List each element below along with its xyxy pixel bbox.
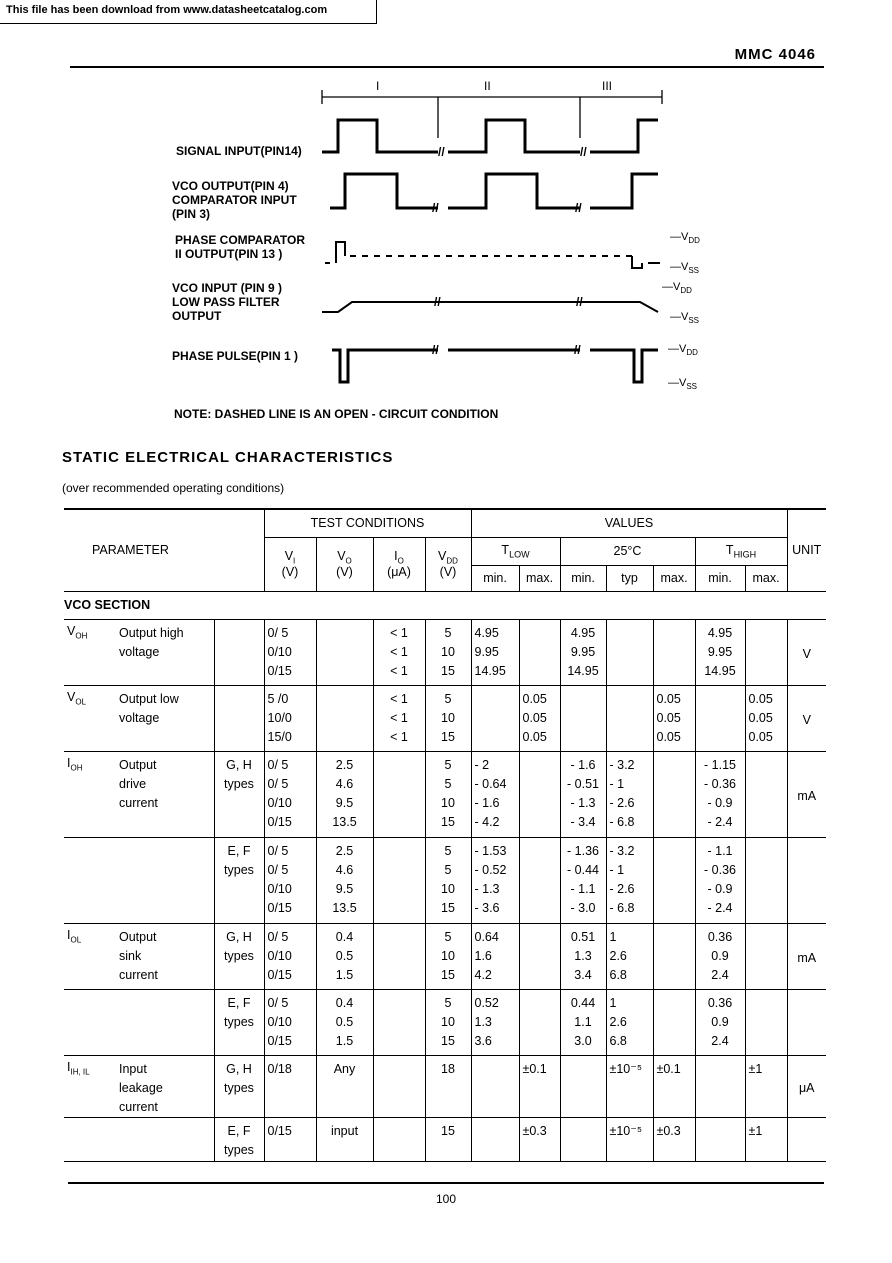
cell-vo-value: input — [330, 1123, 359, 1138]
head-tlow-min: min. — [471, 565, 519, 591]
cell-vdd-value: 5 10 15 — [441, 691, 455, 744]
cell-io — [373, 1055, 425, 1117]
svg-text://: // — [580, 145, 587, 159]
cell-vi — [264, 923, 316, 989]
cell-lmin-value: - 1.53 - 0.52 - 1.3 - 3.6 — [474, 843, 507, 915]
cell-vi-value: 0/ 5 0/ 5 0/10 0/15 — [267, 843, 292, 915]
cell-rmax — [653, 1055, 695, 1117]
cell-unit-value: mA — [797, 788, 817, 803]
cell-vi — [264, 751, 316, 837]
cell-rmin — [560, 837, 606, 923]
table-row — [64, 837, 826, 923]
cell-unit — [787, 989, 826, 1055]
cell-unit — [787, 619, 826, 685]
cell-rtyp-value: - 3.2 - 1 - 2.6 - 6.8 — [609, 843, 635, 915]
vco-section-label: VCO SECTION — [64, 598, 151, 612]
cell-lmax — [519, 923, 560, 989]
cell-io — [373, 751, 425, 837]
cell-io-value: < 1 < 1 < 1 — [390, 691, 408, 744]
svg-text://: // — [576, 295, 583, 309]
cell-hmax — [745, 1055, 787, 1117]
svg-text://: // — [438, 145, 445, 159]
cell-rmin-value: 4.95 9.95 14.95 — [567, 625, 599, 678]
cell-rtyp — [606, 1055, 653, 1117]
table-row — [64, 685, 826, 751]
cell-rmin-value: 0.44 1.1 3.0 — [570, 995, 596, 1048]
cell-vdd — [425, 923, 471, 989]
section-title: STATIC ELECTRICAL CHARACTERISTICS — [62, 449, 394, 466]
cell-parameter-text: Output sink current — [119, 929, 158, 982]
cell-lmin-value: 4.95 9.95 14.95 — [474, 625, 506, 678]
svg-text://: // — [432, 343, 439, 357]
cell-rmax — [653, 837, 695, 923]
cell-rmin — [560, 1117, 606, 1161]
footer-rule — [68, 1182, 824, 1184]
cell-lmax — [519, 989, 560, 1055]
table-row — [64, 923, 826, 989]
phase-label-1: I — [376, 79, 380, 93]
cell-lmax-value: ±0.3 — [522, 1123, 547, 1138]
cell-hmin — [695, 1055, 745, 1117]
cell-rtyp — [606, 685, 653, 751]
head-thigh-min: min. — [695, 565, 745, 591]
table-row — [64, 1117, 826, 1161]
cell-parameter-text: Input leakage current — [119, 1061, 163, 1114]
cell-vi — [264, 685, 316, 751]
cell-parameter — [64, 989, 214, 1055]
table-row — [64, 619, 826, 685]
cell-rmin — [560, 751, 606, 837]
cell-vo-value: 2.5 4.6 9.5 13.5 — [332, 843, 357, 915]
cell-lmax — [519, 1117, 560, 1161]
cell-vo — [316, 837, 373, 923]
head-values: VALUES — [471, 509, 787, 537]
cell-vdd-value: 5 10 15 — [441, 625, 455, 678]
cell-unit — [787, 923, 826, 989]
cell-io — [373, 619, 425, 685]
cell-vo-value: 0.4 0.5 1.5 — [335, 995, 354, 1048]
cell-hmax — [745, 837, 787, 923]
cell-vdd — [425, 685, 471, 751]
cell-vi-value: 0/ 5 0/ 5 0/10 0/15 — [267, 757, 292, 829]
cell-hmin — [695, 923, 745, 989]
cell-lmin — [471, 751, 519, 837]
cell-type — [214, 837, 264, 923]
cell-lmax-value: 0.05 0.05 0.05 — [522, 691, 547, 744]
table-body — [64, 619, 826, 1161]
cell-vdd — [425, 989, 471, 1055]
cell-hmax — [745, 989, 787, 1055]
cell-symbol: $V_{OH}$ — [67, 623, 88, 640]
cell-io — [373, 685, 425, 751]
cell-vdd-value: 5 10 15 — [441, 995, 455, 1048]
cell-parameter-text: Output drive current — [119, 757, 158, 810]
label-phase-comp-1: PHASE COMPARATOR — [175, 233, 306, 247]
cell-rtyp — [606, 751, 653, 837]
svg-text://: // — [574, 343, 581, 357]
cell-type-value: E, F types — [224, 1123, 254, 1157]
cell-vdd-value: 15 — [441, 1123, 455, 1138]
cell-parameter — [64, 751, 214, 837]
section-subtitle: (over recommended operating conditions) — [62, 481, 285, 495]
rail-vdd-3: $—V_{DD}$ — [668, 343, 698, 357]
cell-unit — [787, 685, 826, 751]
cell-rmin-value: - 1.6 - 0.51 - 1.3 - 3.4 — [567, 757, 599, 829]
cell-vdd-value: 18 — [441, 1061, 455, 1076]
cell-vi-value: 0/15 — [267, 1123, 292, 1138]
cell-vdd — [425, 1055, 471, 1117]
cell-hmax — [745, 619, 787, 685]
cell-rtyp — [606, 923, 653, 989]
label-vco-input-1: VCO INPUT (PIN 9 ) — [172, 281, 283, 295]
cell-unit-value: mA — [797, 950, 817, 965]
cell-lmin — [471, 685, 519, 751]
cell-vi-value: 0/18 — [267, 1061, 292, 1076]
cell-unit — [787, 751, 826, 837]
cell-rtyp — [606, 619, 653, 685]
cell-lmin — [471, 837, 519, 923]
cell-type — [214, 1117, 264, 1161]
svg-text://: // — [434, 295, 441, 309]
cell-symbol: $I_{IH, IL}$ — [67, 1059, 90, 1076]
cell-parameter — [64, 1117, 214, 1161]
cell-lmin-value: 0.64 1.6 4.2 — [474, 929, 499, 982]
cell-parameter — [64, 923, 214, 989]
cell-unit — [787, 1055, 826, 1117]
cell-lmin — [471, 989, 519, 1055]
cell-hmin-value: - 1.15 - 0.36 - 0.9 - 2.4 — [704, 757, 736, 829]
cell-parameter — [64, 1055, 214, 1117]
head-io: $I_O$ (μA) — [373, 537, 425, 591]
label-vco-output-2: COMPARATOR INPUT — [172, 193, 297, 207]
cell-vo-value: Any — [333, 1061, 356, 1076]
cell-vo — [316, 619, 373, 685]
cell-parameter-text: Output low voltage — [119, 691, 179, 725]
cell-rmin — [560, 923, 606, 989]
cell-type — [214, 1055, 264, 1117]
cell-vo — [316, 1055, 373, 1117]
cell-rmax — [653, 1117, 695, 1161]
label-vco-input-2: LOW PASS FILTER — [172, 295, 280, 309]
cell-hmax-value: ±1 — [748, 1123, 763, 1138]
head-25-max: max. — [653, 565, 695, 591]
cell-rtyp-value: - 3.2 - 1 - 2.6 - 6.8 — [609, 757, 635, 829]
cell-unit-value: μA — [798, 1080, 815, 1095]
cell-io — [373, 923, 425, 989]
cell-parameter — [64, 837, 214, 923]
cell-rmin — [560, 1055, 606, 1117]
cell-type-value: E, F types — [224, 995, 254, 1029]
cell-unit — [787, 837, 826, 923]
cell-vdd — [425, 837, 471, 923]
page-number: 100 — [435, 1192, 457, 1206]
cell-lmax — [519, 837, 560, 923]
head-tlow-max: max. — [519, 565, 560, 591]
cell-vdd-value: 5 5 10 15 — [441, 757, 455, 829]
cell-vo — [316, 685, 373, 751]
cell-vi — [264, 619, 316, 685]
label-vco-output-3: (PIN 3) — [172, 207, 211, 221]
cell-rtyp-value: ±10⁻⁵ — [609, 1123, 643, 1138]
label-vco-input-3: OUTPUT — [172, 309, 222, 323]
cell-hmax-value: 0.05 0.05 0.05 — [748, 691, 773, 744]
cell-type — [214, 923, 264, 989]
cell-vdd — [425, 619, 471, 685]
cell-lmax — [519, 685, 560, 751]
label-phase-pulse: PHASE PULSE(PIN 1 ) — [172, 349, 299, 363]
cell-hmin — [695, 619, 745, 685]
cell-rmax — [653, 989, 695, 1055]
cell-type — [214, 619, 264, 685]
cell-vo-value: 2.5 4.6 9.5 13.5 — [332, 757, 357, 829]
cell-vi-value: 0/ 5 0/10 0/15 — [267, 625, 292, 678]
head-25-min: min. — [560, 565, 606, 591]
cell-vo — [316, 989, 373, 1055]
cell-rmax — [653, 751, 695, 837]
cell-vdd-value: 5 5 10 15 — [441, 843, 455, 915]
cell-rmin — [560, 619, 606, 685]
cell-hmax-value: ±1 — [748, 1061, 763, 1076]
cell-rmax — [653, 685, 695, 751]
cell-vi — [264, 1117, 316, 1161]
cell-vo — [316, 751, 373, 837]
cell-lmin — [471, 619, 519, 685]
head-25-typ: typ — [606, 565, 653, 591]
rail-vdd-1: $—V_{DD}$ — [670, 231, 700, 245]
cell-symbol: $I_{OL}$ — [67, 927, 82, 944]
cell-rmin — [560, 989, 606, 1055]
cell-type-value: G, H types — [224, 757, 254, 791]
rail-vss-1: $—V_{SS}$ — [670, 261, 700, 275]
cell-vi — [264, 837, 316, 923]
phase-label-2: II — [484, 79, 491, 93]
cell-unit-value: V — [802, 712, 811, 727]
cell-type — [214, 989, 264, 1055]
head-25c: 25°C — [560, 537, 695, 565]
cell-parameter-text: Output high voltage — [119, 625, 184, 659]
cell-lmax — [519, 751, 560, 837]
rail-vdd-2: $—V_{DD}$ — [662, 281, 692, 295]
cell-vi — [264, 989, 316, 1055]
cell-type — [214, 685, 264, 751]
cell-rtyp-value: 1 2.6 6.8 — [609, 995, 627, 1048]
cell-hmin — [695, 1117, 745, 1161]
rail-vss-2: $—V_{SS}$ — [670, 311, 700, 325]
cell-lmin-value: - 2 - 0.64 - 1.6 - 4.2 — [474, 757, 507, 829]
cell-unit — [787, 1117, 826, 1161]
cell-io — [373, 837, 425, 923]
cell-hmax — [745, 685, 787, 751]
label-phase-comp-2: II OUTPUT(PIN 13 ) — [175, 247, 283, 261]
cell-type — [214, 751, 264, 837]
table-row — [64, 751, 826, 837]
cell-hmax — [745, 923, 787, 989]
cell-lmax-value: ±0.1 — [522, 1061, 547, 1076]
cell-parameter — [64, 619, 214, 685]
table-head — [64, 509, 826, 619]
cell-rtyp — [606, 837, 653, 923]
cell-rmax — [653, 619, 695, 685]
cell-unit-value: V — [802, 646, 811, 661]
head-vdd: $V_{DD}$ (V) — [425, 537, 471, 591]
download-banner: This file has been download from www.datasheetcatalog.com — [0, 0, 377, 24]
cell-rmin-value: - 1.36 - 0.44 - 1.1 - 3.0 — [567, 843, 599, 915]
cell-rmin — [560, 685, 606, 751]
cell-rtyp — [606, 1117, 653, 1161]
cell-hmin — [695, 751, 745, 837]
label-vco-output-1: VCO OUTPUT(PIN 4) — [172, 179, 289, 193]
cell-vo — [316, 923, 373, 989]
cell-rtyp-value: 1 2.6 6.8 — [609, 929, 627, 982]
cell-hmax — [745, 751, 787, 837]
head-tlow: $T_{LOW}$ — [471, 537, 560, 565]
cell-vo-value: 0.4 0.5 1.5 — [335, 929, 354, 982]
cell-vdd — [425, 1117, 471, 1161]
cell-lmax — [519, 619, 560, 685]
cell-rtyp-value: ±10⁻⁵ — [609, 1061, 643, 1076]
cell-rmax-value: ±0.3 — [656, 1123, 681, 1138]
page-header-title: MMC 4046 — [734, 46, 816, 63]
head-thigh: $T_{HIGH}$ — [695, 537, 787, 565]
cell-rmin-value: 0.51 1.3 3.4 — [570, 929, 596, 982]
table-row — [64, 1055, 826, 1117]
characteristics-table — [64, 508, 826, 1162]
cell-hmin-value: 4.95 9.95 14.95 — [704, 625, 736, 678]
cell-rtyp — [606, 989, 653, 1055]
table-row — [64, 989, 826, 1055]
cell-hmin — [695, 685, 745, 751]
cell-hmin — [695, 837, 745, 923]
cell-vdd-value: 5 10 15 — [441, 929, 455, 982]
head-thigh-max: max. — [745, 565, 787, 591]
phase-label-3: III — [602, 79, 613, 93]
cell-hmin — [695, 989, 745, 1055]
svg-text://: // — [575, 201, 582, 215]
svg-text://: // — [432, 201, 439, 215]
cell-hmin-value: 0.36 0.9 2.4 — [707, 929, 733, 982]
diagram-note: NOTE: DASHED LINE IS AN OPEN - CIRCUIT CONDITION — [174, 407, 499, 421]
cell-symbol: $I_{OH}$ — [67, 755, 83, 772]
head-vo: $V_O$ (V) — [316, 537, 373, 591]
cell-vi-value: 5 /0 10/0 15/0 — [267, 691, 292, 744]
cell-parameter — [64, 685, 214, 751]
cell-type-value: E, F types — [224, 843, 254, 877]
cell-vo — [316, 1117, 373, 1161]
label-signal-input: SIGNAL INPUT(PIN14) — [176, 144, 302, 158]
cell-vi-value: 0/ 5 0/10 0/15 — [267, 929, 292, 982]
cell-io — [373, 1117, 425, 1161]
cell-type-value: G, H types — [224, 1061, 254, 1095]
head-vi: $V_I$ (V) — [264, 537, 316, 591]
cell-hmax — [745, 1117, 787, 1161]
rail-vss-3: $—V_{SS}$ — [668, 377, 698, 391]
cell-hmin-value: - 1.1 - 0.36 - 0.9 - 2.4 — [704, 843, 736, 915]
cell-symbol: $V_{OL}$ — [67, 689, 87, 706]
head-parameter: PARAMETER — [64, 509, 264, 591]
cell-vdd — [425, 751, 471, 837]
head-test-conditions: TEST CONDITIONS — [264, 509, 471, 537]
cell-lmin — [471, 1055, 519, 1117]
cell-io-value: < 1 < 1 < 1 — [390, 625, 408, 678]
cell-lmin-value: 0.52 1.3 3.6 — [474, 995, 499, 1048]
cell-vi-value: 0/ 5 0/10 0/15 — [267, 995, 292, 1048]
cell-rmax-value: 0.05 0.05 0.05 — [656, 691, 681, 744]
cell-io — [373, 989, 425, 1055]
cell-rmax — [653, 923, 695, 989]
cell-lmax — [519, 1055, 560, 1117]
cell-lmin — [471, 923, 519, 989]
cell-lmin — [471, 1117, 519, 1161]
cell-hmin-value: 0.36 0.9 2.4 — [707, 995, 733, 1048]
cell-rmax-value: ±0.1 — [656, 1061, 681, 1076]
timing-diagram — [0, 0, 892, 440]
head-unit: UNIT — [792, 543, 822, 558]
cell-type-value: G, H types — [224, 929, 254, 963]
cell-vi — [264, 1055, 316, 1117]
